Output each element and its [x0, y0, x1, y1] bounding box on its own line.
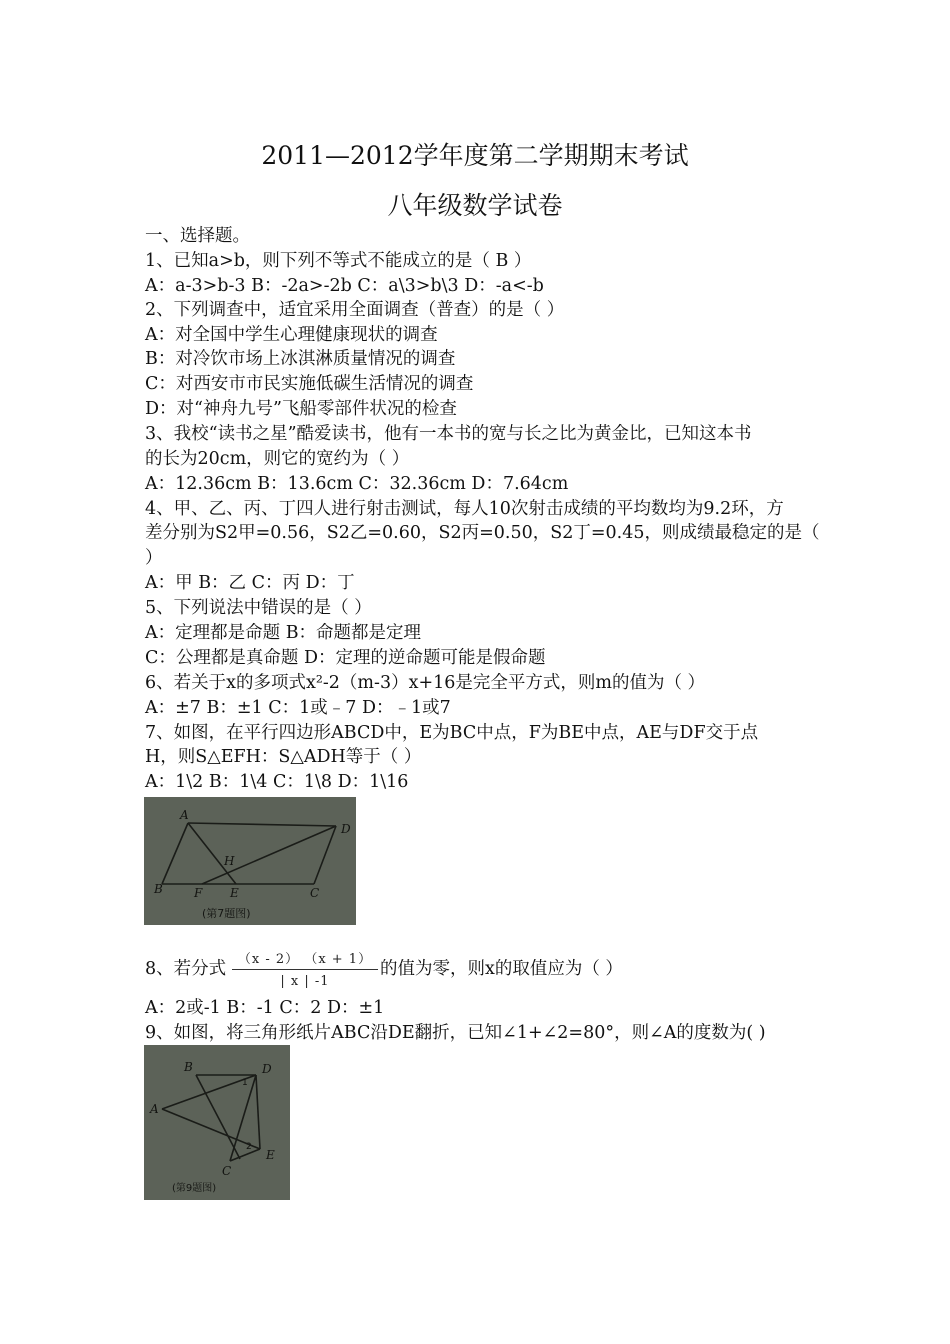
question-1-options: A：a-3>b-3 B：-2a>-2b C：a\3>b\3 D：-a<-b: [145, 276, 544, 296]
question-7-line-2: H，则S△EFH：S△ADH等于（ ）: [145, 747, 422, 767]
question-4-line-2: 差分别为S2甲=0.56，S2乙=0.60，S2丙=0.50，S2丁=0.45，则成绩最稳定的是（: [145, 523, 820, 543]
fraction-bar: [232, 969, 378, 970]
question-8-prefix: 8、若分式: [145, 959, 227, 979]
question-5: 5、下列说法中错误的是（ ）: [145, 598, 372, 618]
segment-ec: [230, 1149, 260, 1161]
exam-title: 2011—2012学年度第二学期期末考试: [261, 141, 689, 170]
label-d: D: [341, 822, 351, 836]
question-7-figure: [144, 797, 356, 925]
label-c: C: [222, 1164, 232, 1178]
question-9-figure: [144, 1045, 290, 1200]
angle-2-label: 2: [246, 1142, 252, 1152]
question-2-option-b: B：对冷饮市场上冰淇淋质量情况的调查: [145, 349, 456, 369]
label-h: H: [224, 854, 235, 868]
label-b: B: [184, 1060, 193, 1074]
label-a: A: [180, 808, 189, 822]
question-7-options: A：1\2 B：1\4 C：1\8 D：1\16: [145, 772, 409, 792]
question-8-fraction: [232, 948, 378, 992]
question-8-options: A：2或-1 B：-1 C：2 D：±1: [145, 998, 385, 1018]
question-9: 9、如图，将三角形纸片ABC沿DE翻折，已知∠1+∠2=80°，则∠A的度数为( ): [145, 1023, 766, 1043]
question-2-option-c: C：对西安市市民实施低碳生活情况的调查: [145, 374, 474, 394]
figure-9-caption: (第9题图): [172, 1183, 217, 1194]
exam-subtitle: 八年级数学试卷: [387, 191, 563, 220]
question-3-line-2: 的长为20cm，则它的宽约为（ ）: [145, 449, 410, 469]
label-a: A: [150, 1102, 159, 1116]
fraction-numerator: （x - 2） （x + 1）: [237, 952, 373, 967]
segment-be: [196, 1075, 240, 1159]
question-2: 2、下列调查中，适宜采用全面调查（普查）的是（ ）: [145, 300, 565, 320]
question-2-option-d: D：对“神舟九号”飞船零部件状况的检查: [145, 399, 457, 419]
label-f: F: [194, 886, 203, 900]
segment-fd: [202, 826, 336, 884]
edge-ab: [162, 823, 188, 884]
triangle-fold-diagram: [144, 1045, 290, 1200]
question-4-options: A：甲 B：乙 C：丙 D：丁: [145, 573, 355, 593]
question-1: 1、已知a>b，则下列不等式不能成立的是（ B ）: [145, 251, 532, 271]
label-e: E: [266, 1148, 275, 1162]
figure-7-caption: (第7题图): [202, 907, 251, 920]
segment-de: [256, 1075, 260, 1149]
question-4-line-1: 4、甲、乙、丙、丁四人进行射击测试，每人10次射击成绩的平均数均为9.2环，方: [145, 499, 784, 519]
question-4-line-3: ）: [145, 548, 163, 568]
label-d: D: [262, 1062, 272, 1076]
question-6-options: A：±7 B：±1 C：1或﹣7 D：﹣1或7: [145, 698, 451, 718]
parallelogram-diagram: [144, 797, 356, 925]
question-6: 6、若关于x的多项式x²-2（m-3）x+16是完全平方式，则m的值为（ ）: [145, 673, 706, 693]
question-5-options-cd: C：公理都是真命题 D：定理的逆命题可能是假命题: [145, 648, 546, 668]
question-2-option-a: A：对全国中学生心理健康现状的调查: [145, 325, 438, 345]
question-3-options: A：12.36cm B：13.6cm C：32.36cm D：7.64cm: [145, 474, 569, 494]
question-8-suffix: 的值为零，则x的取值应为（ ）: [380, 959, 623, 979]
edge-ad: [188, 823, 336, 826]
question-3-line-1: 3、我校“读书之星”酷爱读书，他有一本书的宽与长之比为黄金比，已知这本书: [145, 424, 752, 444]
label-e: E: [230, 886, 239, 900]
angle-1-label: 1: [242, 1078, 248, 1088]
label-b: B: [154, 882, 163, 896]
section-heading: 一、选择题。: [145, 226, 250, 246]
question-5-options-ab: A：定理都是命题 B：命题都是定理: [145, 623, 422, 643]
fraction-denominator: | x | -1: [280, 974, 330, 989]
question-7-line-1: 7、如图，在平行四边形ABCD中，E为BC中点，F为BE中点，AE与DF交于点: [145, 723, 759, 743]
label-c: C: [310, 886, 320, 900]
